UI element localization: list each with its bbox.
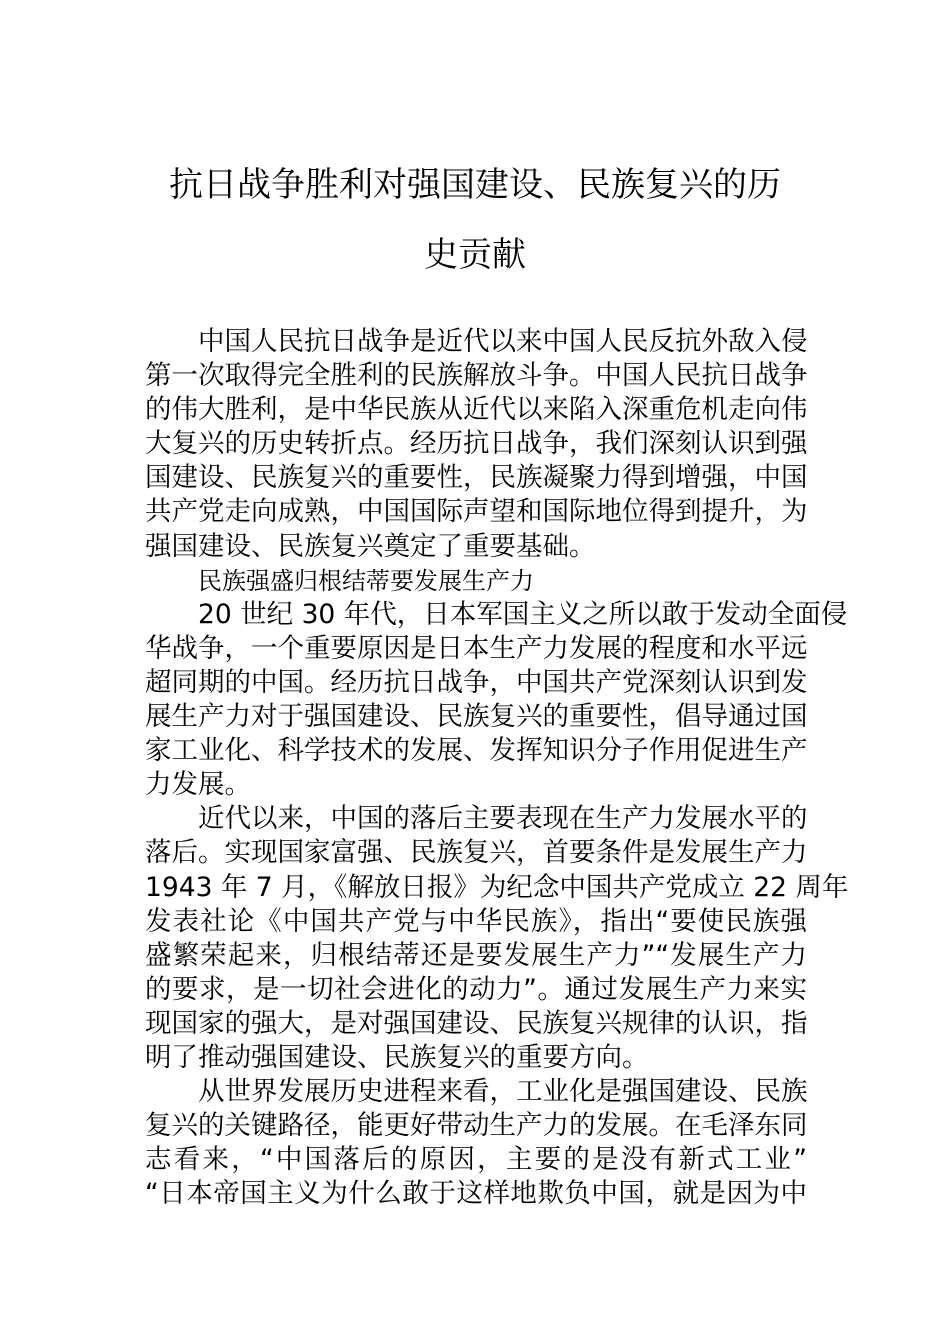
paragraph-line: 超同期的中国。经历抗日战争，中国共产党深刻认识到发 bbox=[145, 666, 808, 698]
paragraph-line: 第一次取得完全胜利的民族解放斗争。中国人民抗日战争 bbox=[145, 360, 808, 392]
document-body bbox=[145, 325, 849, 1211]
paragraph-line: 明了推动强国建设、民族复兴的重要方向。 bbox=[145, 1041, 649, 1073]
paragraph-line: 国建设、民族复兴的重要性，民族凝聚力得到增强，中国 bbox=[145, 462, 808, 494]
paragraph-line: 复兴的关键路径，能更好带动生产力的发展。在毛泽东同 bbox=[145, 1110, 808, 1142]
section-heading: 民族强盛归根结蒂要发展生产力 bbox=[198, 566, 534, 595]
paragraph-line: 从世界发展历史进程来看，工业化是强国建设、民族 bbox=[198, 1076, 808, 1108]
paragraph-line: 落后。实现国家富强、民族复兴，首要条件是发展生产力 bbox=[145, 837, 808, 869]
paragraph-line: 展生产力对于强国建设、民族复兴的重要性，倡导通过国 bbox=[145, 701, 808, 733]
paragraph-line: 的要求，是一切社会进化的动力”。通过发展生产力来实 bbox=[145, 973, 807, 1005]
paragraph-line: 大复兴的历史转折点。经历抗日战争，我们深刻认识到强 bbox=[145, 428, 808, 460]
document-title-line-2: 史贡献 bbox=[424, 235, 526, 275]
paragraph-line: “日本帝国主义为什么敢于这样地欺负中国，就是因为中 bbox=[145, 1178, 807, 1210]
paragraph-line: 共产党走向成熟，中国国际声望和国际地位得到提升，为 bbox=[145, 496, 808, 528]
paragraph-line: 盛繁荣起来，归根结蒂还是要发展生产力”“发展生产力 bbox=[145, 939, 807, 971]
paragraph-line: 发表社论《中国共产党与中华民族》，指出“要使民族强 bbox=[145, 905, 807, 937]
paragraph-line: 近代以来，中国的落后主要表现在生产力发展水平的 bbox=[198, 803, 808, 835]
paragraph-line: 中国人民抗日战争是近代以来中国人民反抗外敌入侵 bbox=[198, 326, 808, 357]
paragraph-line: 华战争，一个重要原因是日本生产力发展的程度和水平远 bbox=[145, 632, 808, 664]
paragraph-line: 强国建设、民族复兴奠定了重要基础。 bbox=[145, 530, 596, 562]
paragraph-line: 家工业化、科学技术的发展、发挥知识分子作用促进生产 bbox=[145, 735, 808, 767]
document-title-line-1: 抗日战争胜利对强国建设、民族复兴的历 bbox=[169, 165, 781, 205]
paragraph-line: 1943 年 7 月，《解放日报》为纪念中国共产党成立 22 周年 bbox=[145, 871, 849, 903]
paragraph-line: 现国家的强大，是对强国建设、民族复兴规律的认识，指 bbox=[145, 1007, 808, 1039]
paragraph-line: 的伟大胜利，是中华民族从近代以来陷入深重危机走向伟 bbox=[145, 394, 808, 426]
paragraph-line: 20 世纪 30 年代，日本军国主义之所以敢于发动全面侵 bbox=[198, 598, 848, 630]
paragraph-line: 力发展。 bbox=[145, 769, 251, 801]
paragraph-line: 志看来，“中国落后的原因，主要的是没有新式工业” bbox=[145, 1144, 807, 1176]
